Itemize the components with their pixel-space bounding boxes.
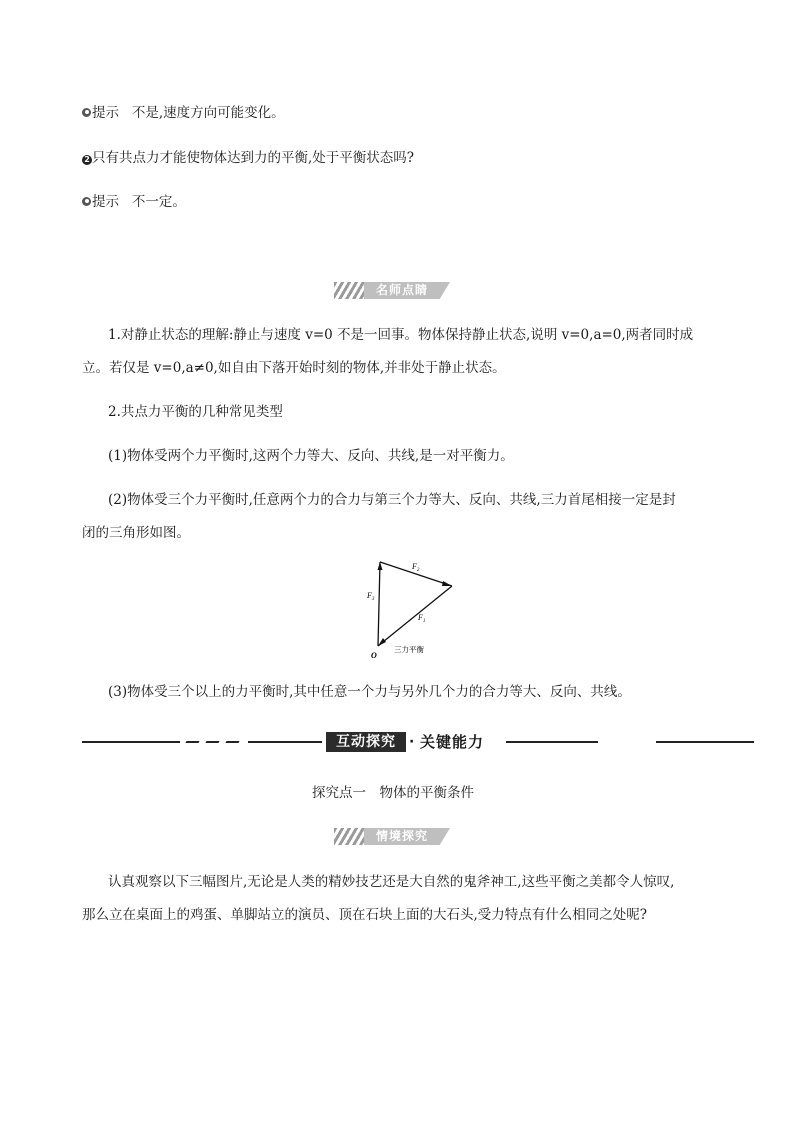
note-p2: 2.共点力平衡的几种常见类型 (108, 404, 283, 420)
hint-2-text: 不一定。 (131, 194, 186, 210)
header-dash (205, 741, 219, 743)
teacher-note-badge (334, 282, 464, 299)
f3-vector (378, 562, 380, 646)
hint-icon (82, 197, 91, 206)
f1-arrowhead (378, 638, 386, 646)
note-p5: (3)物体受三个以上的力平衡时,其中任意一个力与另外几个力的合力等大、反向、共线。 (108, 684, 631, 700)
section-dot: · (409, 734, 415, 750)
section-header (82, 731, 754, 753)
question-number-2-icon: 2 (82, 155, 92, 165)
situation-line2: 那么立在桌面上的鸡蛋、单脚站立的演员、顶在石块上面的大石头,受力特点有什么相同之处呢? (82, 907, 648, 923)
situation-badge (334, 828, 464, 845)
f2-arrowhead (442, 581, 452, 586)
subsection-title: 探究点一 物体的平衡条件 (312, 785, 474, 801)
section-title: 关键能力 (420, 733, 485, 751)
hint-1-text: 不是,速度方向可能变化。 (131, 105, 285, 121)
header-dash (185, 741, 199, 743)
header-rule-right (506, 741, 598, 743)
force-triangle-diagram (360, 556, 470, 662)
label-f1: $F_1$ (418, 613, 426, 624)
force-triangle-svg (360, 556, 470, 662)
note-p4-line1: (2)物体受三个力平衡时,任意两个力的合力与第三个力等大、反向、共线,三力首尾相接一定是封 (108, 492, 676, 508)
badge-label: 名师点睛 (375, 283, 428, 297)
question-2 (82, 149, 414, 167)
note-p3: (1)物体受两个力平衡时,这两个力等大、反向、共线,是一对平衡力。 (108, 448, 514, 464)
hint-1 (82, 104, 285, 122)
header-rule-far-right (656, 741, 754, 743)
situation-line1: 认真观察以下三幅图片,无论是人类的精妙技艺还是大自然的鬼斧神工,这些平衡之美都令人惊叹, (108, 874, 675, 890)
badge-label: 情境探究 (375, 829, 428, 843)
hint-2 (82, 193, 186, 211)
label-f2: $F_2$ (412, 562, 420, 573)
note-p4-line2: 闭的三角形如图。 (82, 525, 190, 541)
hint-2-label: 提示 (92, 194, 119, 210)
note-p1-line1: 1.对静止状态的理解:静止与速度 v=0 不是一回事。物体保持静止状态,说明 v=0,a=0,两者同时成 (108, 327, 694, 343)
f1-vector (378, 586, 452, 646)
label-f3: $F_3$ (367, 591, 375, 602)
hint-1-label: 提示 (92, 105, 119, 121)
label-origin: O (371, 651, 377, 660)
header-rule-left (82, 741, 180, 743)
diagram-caption: 三力平衡 (394, 645, 424, 654)
hint-icon (82, 108, 91, 117)
header-dash (225, 741, 239, 743)
note-p1-line2: 立。若仅是 v=0,a≠0,如自由下落开始时刻的物体,并非处于静止状态。 (82, 360, 506, 376)
header-rule-mid (248, 741, 322, 743)
section-boxed-title: 互动探究 (326, 732, 406, 752)
question-2-text: 只有共点力才能使物体达到力的平衡,处于平衡状态吗? (92, 150, 415, 166)
